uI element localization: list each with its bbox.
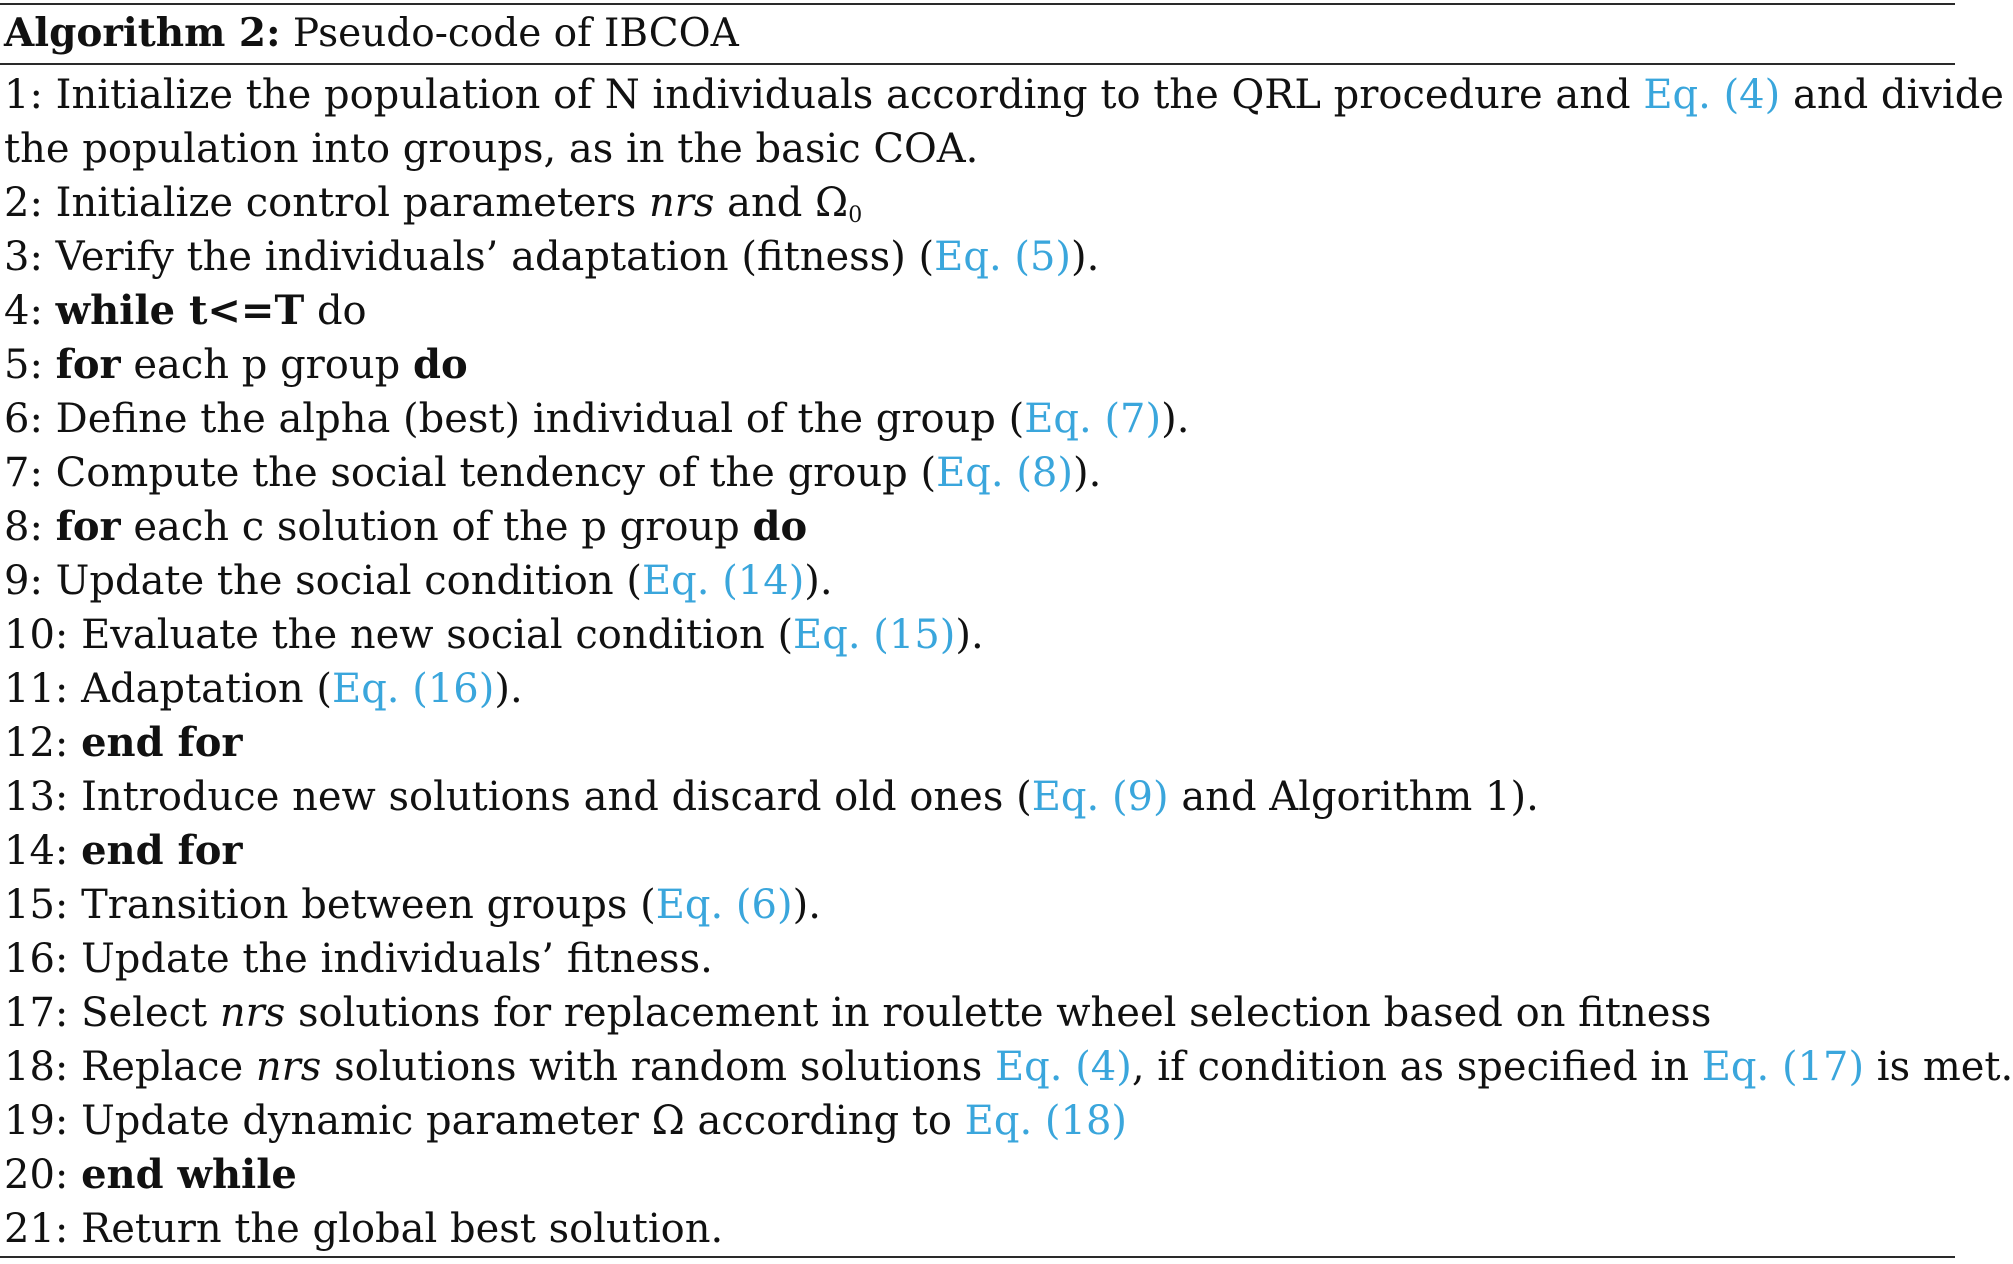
equation-reference-link[interactable]: Eq. (15) (793, 612, 956, 658)
line-number: 21: (4, 1206, 69, 1252)
keyword-end-for: end for (81, 719, 243, 766)
keyword-for: for (55, 503, 121, 550)
line-9 (4, 554, 1952, 608)
line-text: Compute the social tendency of the group ( (55, 450, 937, 496)
line-text: and Ω (727, 180, 849, 226)
line-number: 5: (4, 342, 43, 388)
line-text: each p group (133, 342, 401, 388)
line-text: Initialize the population of N individuals according to the QRL procedure and (55, 72, 1631, 118)
line-text: Return the global best solution. (81, 1206, 724, 1252)
line-text: ). (955, 612, 984, 658)
line-text: do (316, 288, 367, 334)
equation-reference-link[interactable]: Eq. (8) (936, 450, 1073, 496)
line-number: 8: (4, 504, 43, 550)
line-text: the population into groups, as in the basic COA. (4, 126, 979, 172)
equation-reference-link[interactable]: Eq. (6) (655, 882, 793, 928)
line-19 (4, 1094, 1952, 1148)
line-17 (4, 986, 1952, 1040)
line-number: 16: (4, 936, 69, 982)
equation-reference-link[interactable]: Eq. (4) (994, 1044, 1132, 1090)
line-text: Introduce new solutions and discard old ones ( (81, 774, 1032, 820)
line-text: and divide (1792, 72, 2004, 118)
line-8 (4, 500, 1952, 554)
keyword-end-while: end while (81, 1151, 297, 1198)
line-number: 14: (4, 828, 69, 874)
line-number: 10: (4, 612, 69, 658)
line-text: ). (494, 666, 523, 712)
line-text: Evaluate the new social condition ( (81, 612, 794, 658)
equation-reference-link[interactable]: Eq. (7) (1024, 396, 1162, 442)
line-2 (4, 176, 1952, 230)
equation-reference-link[interactable]: Eq. (5) (934, 234, 1072, 280)
line-text: Update dynamic parameter Ω according to (81, 1098, 952, 1144)
line-number: 4: (4, 288, 43, 334)
equation-reference-link[interactable]: Eq. (4) (1643, 72, 1781, 118)
line-number: 13: (4, 774, 69, 820)
algorithm-name: Pseudo-code of IBCOA (292, 11, 739, 56)
variable-nrs: nrs (255, 1044, 322, 1090)
line-text: , if condition as specified in (1131, 1044, 1689, 1090)
equation-reference-link[interactable]: Eq. (9) (1031, 774, 1169, 820)
line-text: Select (81, 990, 208, 1036)
variable-nrs: nrs (219, 990, 286, 1036)
line-text: solutions for replacement in roulette wheel selection based on fitness (297, 990, 1712, 1036)
line-text: solutions with random solutions (334, 1044, 983, 1090)
equation-reference-link[interactable]: Eq. (14) (641, 558, 805, 604)
line-number: 17: (4, 990, 69, 1036)
line-3 (4, 230, 1952, 284)
line-16 (4, 932, 1952, 986)
line-1 (4, 68, 2004, 122)
variable-nrs: nrs (648, 180, 715, 226)
line-text: ). (792, 882, 821, 928)
line-14 (4, 824, 1952, 878)
line-number: 19: (4, 1098, 69, 1144)
keyword-for: for (55, 341, 121, 388)
line-text: Adaptation ( (81, 666, 332, 712)
line-1-continued (4, 122, 1952, 176)
equation-reference-link[interactable]: Eq. (16) (332, 666, 495, 712)
keyword-end-for: end for (81, 827, 243, 874)
line-number: 15: (4, 882, 69, 928)
line-20 (4, 1148, 1952, 1202)
line-21 (4, 1202, 1952, 1256)
header-rule (0, 63, 1955, 65)
line-18 (4, 1040, 2013, 1094)
line-13 (4, 770, 1952, 824)
line-text: Replace (81, 1044, 244, 1090)
top-rule (0, 3, 1955, 5)
line-number: 3: (4, 234, 43, 280)
line-11 (4, 662, 1952, 716)
line-text: is met. (1876, 1044, 2013, 1090)
bottom-rule (0, 1256, 1955, 1258)
keyword-while: while t<=T (55, 287, 305, 334)
line-text: Update the social condition ( (55, 558, 642, 604)
line-number: 18: (4, 1044, 69, 1090)
keyword-do: do (412, 341, 468, 388)
line-number: 6: (4, 396, 43, 442)
algorithm-label: Algorithm 2: (4, 10, 281, 56)
keyword-do: do (752, 503, 808, 550)
line-4 (4, 284, 1952, 338)
algorithm-title (4, 6, 739, 60)
line-text: ). (1161, 396, 1190, 442)
line-number: 7: (4, 450, 43, 496)
line-12 (4, 716, 1952, 770)
line-text: ). (1072, 450, 1102, 496)
line-number: 12: (4, 720, 69, 766)
line-text: Update the individuals’ fitness. (81, 936, 713, 982)
line-number: 1: (4, 72, 43, 118)
line-number: 2: (4, 180, 43, 226)
line-text: Define the alpha (best) individual of the group ( (55, 396, 1025, 442)
line-6 (4, 392, 1952, 446)
line-number: 11: (4, 666, 69, 712)
line-text: ). (1071, 234, 1100, 280)
line-number: 9: (4, 558, 43, 604)
line-text: each c solution of the p group (133, 504, 740, 550)
equation-reference-link[interactable]: Eq. (18) (964, 1098, 1128, 1144)
line-text: ). (804, 558, 833, 604)
line-text: and Algorithm 1). (1181, 774, 1539, 820)
line-5 (4, 338, 1952, 392)
equation-reference-link[interactable]: Eq. (17) (1701, 1044, 1865, 1090)
line-10 (4, 608, 1952, 662)
algorithm-lines (4, 68, 2013, 1256)
line-text: Transition between groups ( (81, 882, 656, 928)
line-15 (4, 878, 1952, 932)
line-text: Verify the individuals’ adaptation (fitness) ( (55, 234, 935, 280)
line-7 (4, 446, 1952, 500)
line-text: Initialize control parameters (55, 180, 637, 226)
line-number: 20: (4, 1152, 69, 1198)
omega-subscript: 0 (848, 203, 863, 228)
